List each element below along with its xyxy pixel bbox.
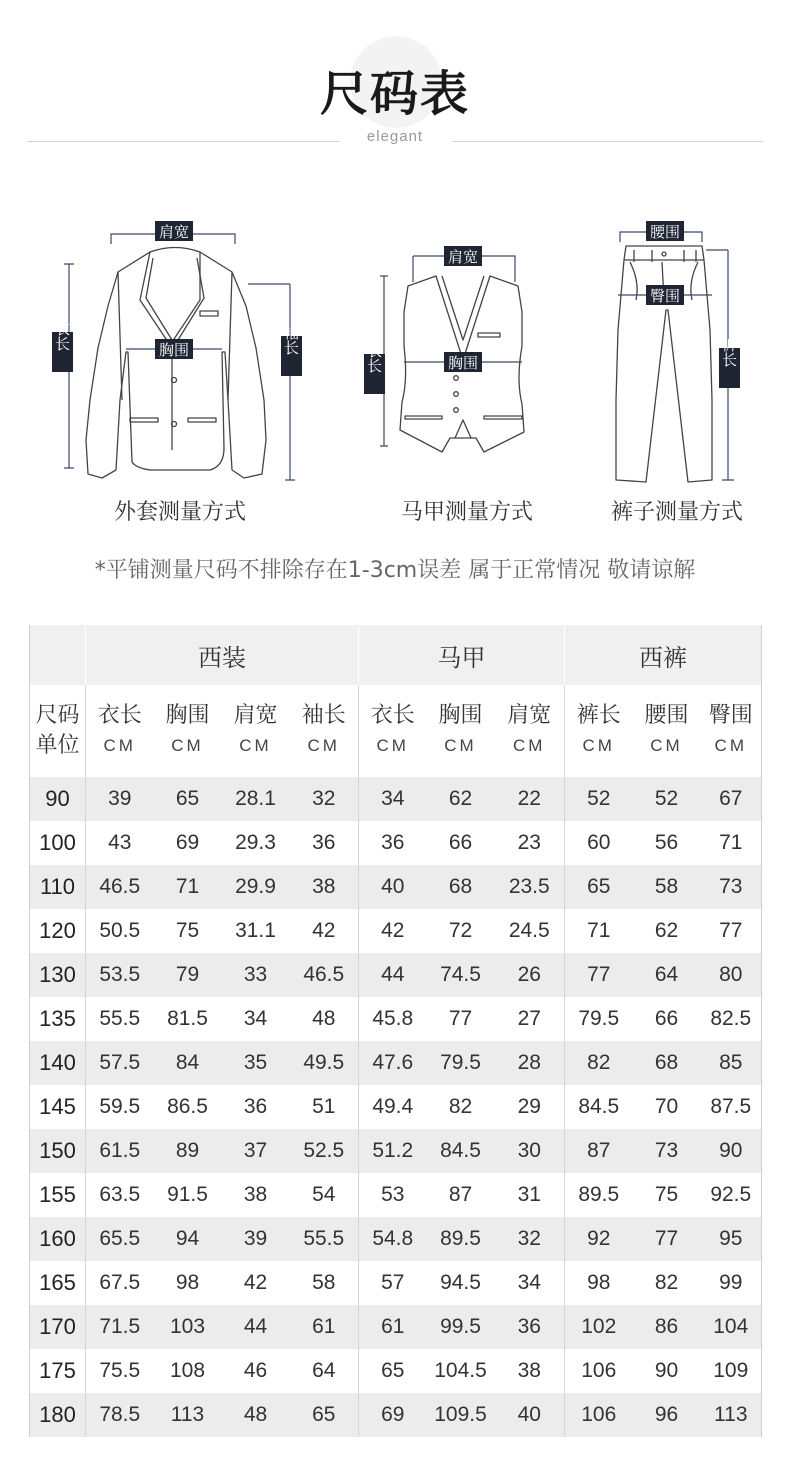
value-cell: 96 [633,1393,701,1437]
size-cell: 90 [30,777,86,821]
value-cell: 58 [633,865,701,909]
value-cell: 65 [154,777,222,821]
column-unit: CM [582,736,615,755]
value-cell: 54.8 [359,1217,427,1261]
value-cell: 69 [175,831,200,854]
value-cell: 92 [565,1217,633,1261]
value-cell: 79.5 [565,997,633,1041]
table-row [30,1085,762,1129]
value-cell: 48 [312,1007,336,1030]
value-cell: 73 [701,865,762,909]
value-cell: 36 [359,821,427,865]
value-cell: 65 [359,1349,427,1393]
value-cell: 92.5 [701,1173,762,1217]
page-title: 尺码表 [319,66,470,122]
vest-chest-label: 胸围 [447,354,479,372]
size-unit-header [30,685,86,777]
column-name: 臀围 [708,703,753,728]
value-cell: 71 [701,821,762,865]
value-cell: 99 [701,1261,762,1305]
value-cell: 42 [243,1271,268,1294]
value-cell: 53.5 [86,953,154,997]
value-cell: 109 [701,1349,762,1393]
value-cell: 40 [495,1393,565,1437]
value-cell: 85 [701,1041,762,1085]
size-cell: 150 [30,1129,86,1173]
value-cell: 95 [701,1217,762,1261]
value-cell: 80 [701,953,762,997]
value-cell: 36 [312,831,336,854]
measurement-diagrams [0,200,790,490]
value-cell: 39 [86,777,154,821]
value-cell: 48 [222,1393,290,1437]
column-unit: CM [307,736,340,755]
value-cell: 67 [701,777,762,821]
column-header-row [30,685,762,777]
value-cell: 66 [448,831,473,854]
value-cell: 49.4 [359,1085,427,1129]
table-row [30,821,762,865]
column-unit: CM [376,736,409,755]
table-row [30,997,762,1041]
size-cell: 175 [30,1349,86,1393]
group-header-empty [30,625,86,685]
value-cell: 61 [359,1305,427,1349]
value-cell: 55.5 [290,1217,359,1261]
column-header [359,685,427,777]
size-header-label: 尺码 [35,703,80,728]
value-cell: 87 [565,1129,633,1173]
value-cell: 23.5 [495,865,565,909]
value-cell: 68 [633,1041,701,1085]
column-header [701,685,762,777]
value-cell: 81.5 [167,1007,208,1030]
value-cell: 65.5 [86,1217,154,1261]
value-cell: 77 [633,1217,701,1261]
column-name: 裤长 [576,703,621,728]
column-header [633,685,701,777]
size-cell: 165 [30,1261,86,1305]
value-cell: 46.5 [290,953,359,997]
value-cell: 22 [495,777,565,821]
column-name: 胸围 [165,703,210,728]
value-cell: 60 [565,821,633,865]
table-row [30,1305,762,1349]
value-cell: 108 [169,1359,206,1382]
value-cell: 89.5 [427,1217,495,1261]
value-cell: 67.5 [86,1261,154,1305]
size-cell: 145 [30,1085,86,1129]
value-cell: 91.5 [167,1183,208,1206]
column-header [154,685,222,777]
value-cell: 43 [86,821,154,865]
column-unit: CM [650,736,683,755]
value-cell: 63.5 [86,1173,154,1217]
value-cell: 82 [565,1041,633,1085]
value-cell: 64 [633,953,701,997]
column-unit: CM [444,736,477,755]
value-cell: 65 [565,865,633,909]
value-cell: 74.5 [427,953,495,997]
value-cell: 104 [701,1305,762,1349]
column-header [495,685,565,777]
value-cell: 82 [448,1095,473,1118]
column-name: 衣长 [370,703,415,728]
value-cell: 87 [448,1183,473,1206]
table-row [30,1217,762,1261]
value-cell: 75 [654,1183,679,1206]
value-cell: 44 [222,1305,290,1349]
value-cell: 51.2 [359,1129,427,1173]
column-unit: CM [103,736,136,755]
value-cell: 29.3 [235,831,276,854]
value-cell: 86 [633,1305,701,1349]
value-cell: 71 [154,865,222,909]
table-row [30,1349,762,1393]
group-header-suit: 西装 [86,625,359,685]
group-header-row [30,625,762,685]
value-cell: 58 [312,1271,336,1294]
value-cell: 50.5 [86,909,154,953]
value-cell: 46.5 [86,865,154,909]
value-cell: 62 [654,919,679,942]
table-row [30,1129,762,1173]
group-header-vest: 马甲 [359,625,565,685]
value-cell: 61.5 [86,1129,154,1173]
value-cell: 36 [495,1305,565,1349]
table-row [30,865,762,909]
value-cell: 32 [290,777,359,821]
jacket-length-label: 衣长 [53,321,71,351]
value-cell: 71.5 [86,1305,154,1349]
value-cell: 26 [495,953,565,997]
value-cell: 68 [427,865,495,909]
value-cell: 28 [495,1041,565,1085]
size-cell: 100 [30,821,86,865]
size-cell: 155 [30,1173,86,1217]
jacket-illustration [86,248,266,479]
value-cell: 109.5 [427,1393,495,1437]
value-cell: 32 [495,1217,565,1261]
value-cell: 38 [517,1359,541,1382]
value-cell: 42 [359,909,427,953]
vest-length-label: 衣长 [365,343,383,373]
value-cell: 103 [154,1305,222,1349]
column-name: 衣长 [97,703,142,728]
value-cell: 98 [565,1261,633,1305]
value-cell: 34 [359,777,427,821]
vest-shoulder-label: 肩宽 [447,248,479,266]
value-cell: 30 [495,1129,565,1173]
jacket-chest-label: 胸围 [158,341,190,359]
table-row [30,1393,762,1437]
column-header [290,685,359,777]
size-cell: 110 [30,865,86,909]
value-cell: 113 [154,1393,222,1437]
column-header [222,685,290,777]
group-header-trousers: 西裤 [565,625,762,685]
value-cell: 56 [654,831,679,854]
value-cell: 75.5 [86,1349,154,1393]
value-cell: 52 [633,777,701,821]
value-cell: 87.5 [701,1085,762,1129]
size-cell: 130 [30,953,86,997]
pants-hip-label: 臀围 [649,287,681,305]
value-cell: 89.5 [565,1173,633,1217]
value-cell: 65 [290,1393,359,1437]
value-cell: 23 [517,831,541,854]
value-cell: 94 [154,1217,222,1261]
column-name: 袖长 [301,703,346,728]
value-cell: 82.5 [701,997,762,1041]
value-cell: 36 [243,1095,268,1118]
column-header [427,685,495,777]
value-cell: 104.5 [434,1359,487,1382]
value-cell: 84.5 [565,1085,633,1129]
value-cell: 102 [565,1305,633,1349]
column-name: 胸围 [438,703,483,728]
value-cell: 99.5 [427,1305,495,1349]
value-cell: 64 [312,1359,336,1382]
vest-caption: 马甲测量方式 [400,500,533,525]
value-cell: 44 [359,953,427,997]
value-cell: 75 [175,919,200,942]
measurement-note: *平铺测量尺码不排除存在1-3cm误差 属于正常情况 敬请谅解 [94,558,696,583]
column-header [565,685,633,777]
pants-length-label: 裤长 [720,337,738,367]
value-cell: 106 [565,1349,633,1393]
value-cell: 42 [312,919,336,942]
value-cell: 29 [517,1095,541,1118]
column-unit: CM [171,736,204,755]
value-cell: 84 [154,1041,222,1085]
value-cell: 69 [359,1393,427,1437]
value-cell: 79 [154,953,222,997]
jacket-caption: 外套测量方式 [113,500,246,525]
value-cell: 28.1 [222,777,290,821]
value-cell: 38 [290,865,359,909]
table-row [30,1261,762,1305]
value-cell: 31.1 [235,919,276,942]
value-cell: 57 [359,1261,427,1305]
value-cell: 98 [175,1271,200,1294]
size-cell: 170 [30,1305,86,1349]
page-header [0,0,790,170]
value-cell: 77 [565,953,633,997]
value-cell: 37 [222,1129,290,1173]
column-name: 肩宽 [507,703,552,728]
value-cell: 34 [517,1271,541,1294]
value-cell: 84.5 [427,1129,495,1173]
value-cell: 90 [701,1129,762,1173]
value-cell: 49.5 [290,1041,359,1085]
value-cell: 61 [290,1305,359,1349]
value-cell: 52.5 [290,1129,359,1173]
value-cell: 106 [565,1393,633,1437]
value-cell: 24.5 [508,919,550,942]
column-name: 腰围 [644,703,689,728]
value-cell: 89 [154,1129,222,1173]
value-cell: 29.9 [222,865,290,909]
pants-caption: 裤子测量方式 [610,500,743,525]
size-table [29,625,762,1437]
value-cell: 27 [517,1007,541,1030]
value-cell: 78.5 [86,1393,154,1437]
table-row [30,777,762,821]
jacket-sleeve-label: 袖长 [282,325,300,355]
page-subtitle: elegant [366,128,424,145]
value-cell: 77 [701,909,762,953]
value-cell: 40 [359,865,427,909]
column-unit: CM [714,736,747,755]
value-cell: 70 [654,1095,679,1118]
value-cell: 82 [654,1271,679,1294]
size-cell: 140 [30,1041,86,1085]
table-row [30,1173,762,1217]
value-cell: 72 [448,919,473,942]
value-cell: 86.5 [167,1095,208,1118]
value-cell: 54 [312,1183,336,1206]
value-cell: 45.8 [359,997,427,1041]
value-cell: 66 [654,1007,679,1030]
value-cell: 71 [565,909,633,953]
size-cell: 160 [30,1217,86,1261]
value-cell: 52 [565,777,633,821]
value-cell: 55.5 [86,997,154,1041]
value-cell: 38 [243,1183,268,1206]
value-cell: 31 [517,1183,541,1206]
table-row [30,953,762,997]
value-cell: 47.6 [359,1041,427,1085]
table-row [30,1041,762,1085]
pants-illustration [616,246,712,482]
size-cell: 135 [30,997,86,1041]
value-cell: 77 [448,1007,473,1030]
value-cell: 90 [654,1359,679,1382]
pants-waist-label: 腰围 [649,223,681,241]
value-cell: 35 [222,1041,290,1085]
value-cell: 59.5 [86,1085,154,1129]
size-cell: 180 [30,1393,86,1437]
column-name: 肩宽 [233,703,278,728]
value-cell: 79.5 [427,1041,495,1085]
table-row [30,909,762,953]
value-cell: 94.5 [440,1271,481,1294]
unit-header-label: 单位 [35,733,80,758]
column-unit: CM [239,736,272,755]
column-header [86,685,154,777]
value-cell: 33 [222,953,290,997]
column-unit: CM [513,736,546,755]
value-cell: 46 [243,1359,268,1382]
value-cell: 51 [312,1095,336,1118]
value-cell: 62 [427,777,495,821]
jacket-shoulder-label: 肩宽 [158,223,190,241]
value-cell: 34 [243,1007,268,1030]
value-cell: 113 [701,1393,762,1437]
size-cell: 120 [30,909,86,953]
value-cell: 53 [359,1173,427,1217]
value-cell: 39 [222,1217,290,1261]
value-cell: 57.5 [86,1041,154,1085]
value-cell: 73 [633,1129,701,1173]
